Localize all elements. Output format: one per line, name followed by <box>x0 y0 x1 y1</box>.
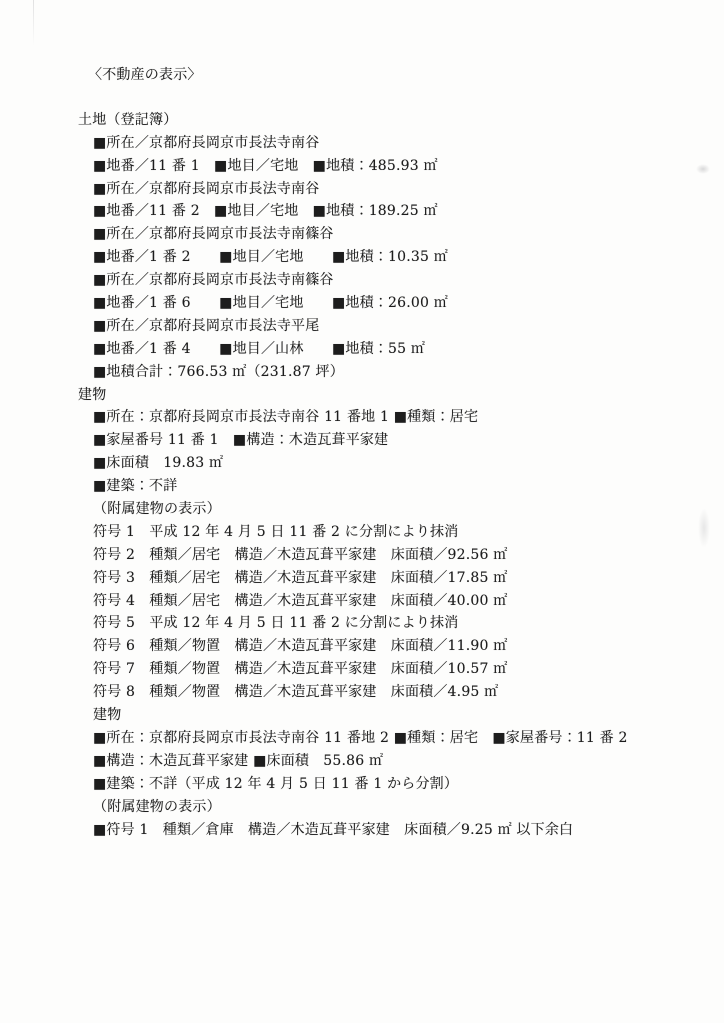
annex-row: 符号 3 種類／居宅 構造／木造瓦葺平家建 床面積／17.85 ㎡ <box>93 569 508 586</box>
land-parcel-details: ■地番／11 番 2 ■地目／宅地 ■地積：189.25 ㎡ <box>93 203 438 220</box>
building1-floor-area: ■床面積 19.83 ㎡ <box>93 455 224 472</box>
building2-location-type-number: ■所在：京都府長岡京市長法寺南谷 11 番地 2 ■種類：居宅 ■家屋番号：11 番 2 <box>93 729 628 746</box>
scan-artifact <box>698 508 710 548</box>
annex-row: 符号 2 種類／居宅 構造／木造瓦葺平家建 床面積／92.56 ㎡ <box>93 546 508 563</box>
building2-structure-area: ■構造：木造瓦葺平家建 ■床面積 55.86 ㎡ <box>93 752 384 769</box>
building1-location-type: ■所在：京都府長岡京市長法寺南谷 11 番地 1 ■種類：居宅 <box>93 409 479 426</box>
land-parcel-details: ■地番／11 番 1 ■地目／宅地 ■地積：485.93 ㎡ <box>93 157 438 174</box>
document-title: 〈不動産の表示〉 <box>88 67 202 83</box>
annex-row: 符号 7 種類／物置 構造／木造瓦葺平家建 床面積／10.57 ㎡ <box>93 661 508 678</box>
land-total-area: ■地積合計：766.53 ㎡（231.87 坪） <box>93 363 344 380</box>
scan-artifact <box>696 164 710 174</box>
land-parcel-details: ■地番／1 番 6 ■地目／宅地 ■地積：26.00 ㎡ <box>93 295 448 312</box>
land-section-title: 土地（登記簿） <box>78 111 178 128</box>
scan-artifact <box>33 0 34 46</box>
land-parcel-location: ■所在／京都府長岡京市長法寺南篠谷 <box>93 226 334 243</box>
annex-row: 符号 1 平成 12 年 4 月 5 日 11 番 2 に分割により抹消 <box>93 523 459 540</box>
document-content <box>78 64 694 841</box>
blank-space <box>78 87 694 109</box>
land-parcel-location: ■所在／京都府長岡京市長法寺南篠谷 <box>93 272 334 289</box>
building2-built-year: ■建築：不詳（平成 12 年 4 月 5 日 11 番 1 から分割） <box>93 775 459 792</box>
annex-row: 符号 8 種類／物置 構造／木造瓦葺平家建 床面積／4.95 ㎡ <box>93 684 499 701</box>
annex-row: 符号 5 平成 12 年 4 月 5 日 11 番 2 に分割により抹消 <box>93 615 459 632</box>
land-parcel-location: ■所在／京都府長岡京市長法寺平尾 <box>93 317 320 334</box>
land-parcel-details: ■地番／1 番 2 ■地目／宅地 ■地積：10.35 ㎡ <box>93 249 448 266</box>
building2-section-title: 建物 <box>93 707 122 724</box>
land-parcel-location: ■所在／京都府長岡京市長法寺南谷 <box>93 180 320 197</box>
annex-row: 符号 4 種類／居宅 構造／木造瓦葺平家建 床面積／40.00 ㎡ <box>93 592 508 609</box>
building1-section-title: 建物 <box>78 386 107 403</box>
land-parcel-details: ■地番／1 番 4 ■地目／山林 ■地積：55 ㎡ <box>93 340 426 357</box>
building1-number-structure: ■家屋番号 11 番 1 ■構造：木造瓦葺平家建 <box>93 432 389 449</box>
building2-annex-heading: （附属建物の表示） <box>93 798 221 815</box>
annex-row: 符号 6 種類／物置 構造／木造瓦葺平家建 床面積／11.90 ㎡ <box>93 638 508 655</box>
building1-built-year: ■建築：不詳 <box>93 478 178 495</box>
land-parcel-location: ■所在／京都府長岡京市長法寺南谷 <box>93 134 320 151</box>
building2-annex-row: ■符号 1 種類／倉庫 構造／木造瓦葺平家建 床面積／9.25 ㎡ 以下余白 <box>93 821 574 838</box>
building1-annex-heading: （附属建物の表示） <box>93 501 221 518</box>
